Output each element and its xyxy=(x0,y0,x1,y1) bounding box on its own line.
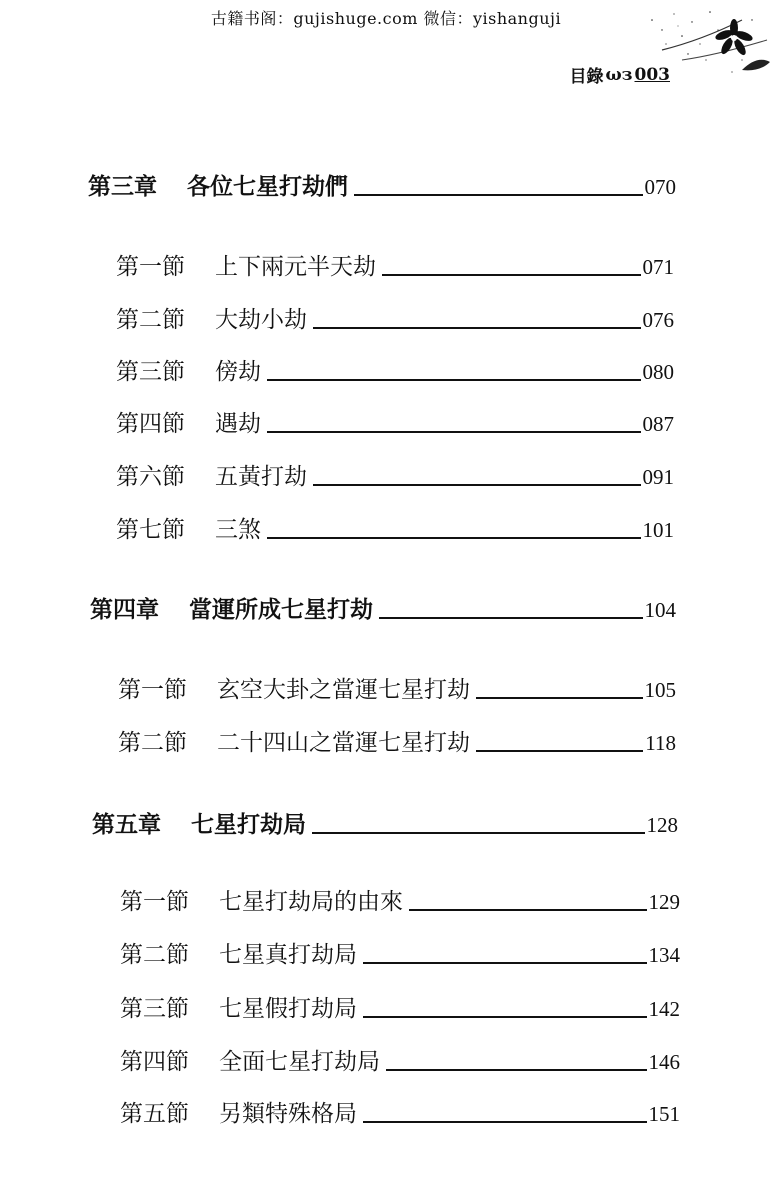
page-number: 142 xyxy=(648,997,680,1021)
leader-line xyxy=(363,1016,647,1018)
page-number: 087 xyxy=(642,412,674,436)
section-title: 上下兩元半天劫 xyxy=(215,254,376,280)
chapter-title: 當運所成七星打劫 xyxy=(189,596,373,623)
leader-line xyxy=(312,832,645,834)
toc-section[interactable] xyxy=(116,254,674,280)
page-number: 128 xyxy=(646,813,678,837)
leader-line xyxy=(386,1069,647,1071)
section-title: 七星真打劫局 xyxy=(219,942,357,968)
section-number: 第四節 xyxy=(120,1049,189,1075)
page-number: 091 xyxy=(642,465,674,489)
leader-line xyxy=(267,537,641,539)
section-number: 第二節 xyxy=(120,942,189,968)
section-title: 三煞 xyxy=(215,517,261,543)
section-title: 另類特殊格局 xyxy=(219,1101,357,1127)
chapter-number: 第五章 xyxy=(92,811,161,838)
section-number: 第五節 xyxy=(120,1101,189,1127)
page-number: 129 xyxy=(648,890,680,914)
watermark-text: 古籍书阁：gujishuge.com 微信：yishanguji xyxy=(210,9,562,28)
page-number: 070 xyxy=(644,175,676,199)
section-number: 第七節 xyxy=(116,517,185,543)
toc-section[interactable] xyxy=(116,307,674,333)
section-number: 第六節 xyxy=(116,464,185,490)
leader-line xyxy=(382,274,641,276)
section-title: 五黃打劫 xyxy=(215,464,307,490)
leader-line xyxy=(409,909,647,911)
leader-line xyxy=(313,327,641,329)
page-number: 101 xyxy=(642,518,674,542)
section-title: 遇劫 xyxy=(215,411,261,437)
running-head-symbol: ωз xyxy=(605,64,633,85)
running-head-page: 003 xyxy=(634,64,670,85)
running-head xyxy=(569,62,670,87)
leader-line xyxy=(267,431,641,433)
section-title: 玄空大卦之當運七星打劫 xyxy=(217,677,470,703)
leader-line xyxy=(363,1121,647,1123)
toc-section[interactable] xyxy=(120,996,680,1022)
leader-line xyxy=(363,962,647,964)
leader-line xyxy=(267,379,641,381)
chapter-title: 各位七星打劫們 xyxy=(187,173,348,200)
section-number: 第二節 xyxy=(118,730,187,756)
toc-section[interactable] xyxy=(120,889,680,915)
toc-section[interactable] xyxy=(116,517,674,543)
section-number: 第一節 xyxy=(120,889,189,915)
toc-section[interactable] xyxy=(116,464,674,490)
leader-line xyxy=(379,617,643,619)
toc-section[interactable] xyxy=(116,359,674,385)
page-number: 104 xyxy=(644,598,676,622)
page-number: 105 xyxy=(644,678,676,702)
section-number: 第二節 xyxy=(116,307,185,333)
toc-chapter[interactable] xyxy=(90,597,676,623)
chapter-number: 第三章 xyxy=(88,173,157,200)
section-title: 傍劫 xyxy=(215,359,261,385)
running-head-label: 目錄 xyxy=(569,67,604,87)
section-number: 第一節 xyxy=(118,677,187,703)
page-number: 076 xyxy=(642,308,674,332)
section-title: 七星假打劫局 xyxy=(219,996,357,1022)
section-title: 七星打劫局的由來 xyxy=(219,889,403,915)
leader-line xyxy=(476,750,643,752)
toc-section[interactable] xyxy=(120,942,680,968)
chapter-number: 第四章 xyxy=(90,596,159,623)
page-number: 118 xyxy=(645,731,676,755)
chapter-title: 七星打劫局 xyxy=(191,811,306,838)
toc-section[interactable] xyxy=(118,677,676,703)
toc-section[interactable] xyxy=(120,1049,680,1075)
section-number: 第三節 xyxy=(116,359,185,385)
page-number: 134 xyxy=(648,943,680,967)
page-number: 080 xyxy=(642,360,674,384)
section-number: 第三節 xyxy=(120,996,189,1022)
toc-section[interactable] xyxy=(116,411,674,437)
page-number: 071 xyxy=(642,255,674,279)
toc-chapter[interactable] xyxy=(92,812,678,838)
section-title: 大劫小劫 xyxy=(215,307,307,333)
section-title: 二十四山之當運七星打劫 xyxy=(217,730,470,756)
page-number: 146 xyxy=(648,1050,680,1074)
leader-line xyxy=(313,484,641,486)
leader-line xyxy=(476,697,643,699)
section-title: 全面七星打劫局 xyxy=(219,1049,380,1075)
page-number: 151 xyxy=(648,1102,680,1126)
section-number: 第四節 xyxy=(116,411,185,437)
toc-section[interactable] xyxy=(120,1101,680,1127)
toc-chapter[interactable] xyxy=(88,174,676,200)
toc-section[interactable] xyxy=(118,730,676,756)
leader-line xyxy=(354,194,643,196)
section-number: 第一節 xyxy=(116,254,185,280)
